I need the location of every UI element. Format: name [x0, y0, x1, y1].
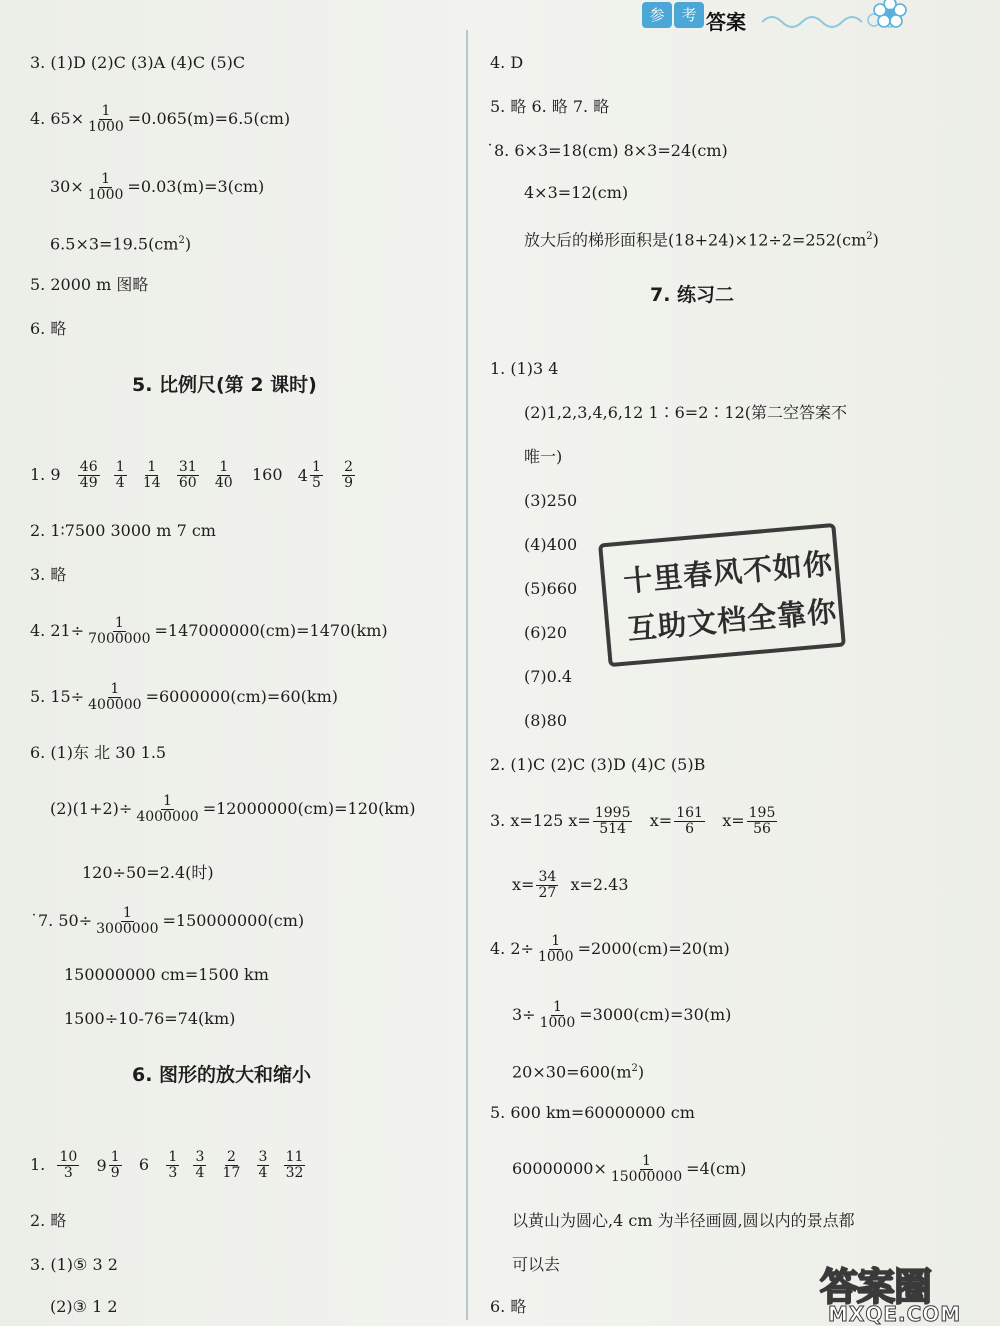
fraction: $\frac{1}{3000000}$ — [96, 905, 159, 937]
fraction: $\frac{1}{400000}$ — [88, 681, 142, 713]
fraction: $\frac{1}{14}$ — [142, 459, 161, 491]
answer-line: (2)③ 1 2 — [50, 1297, 118, 1316]
fraction: $\frac{1}{1000}$ — [539, 999, 576, 1031]
answer-line: 1. 9 $\frac{46}{49}$ $\frac{1}{4}$ $\frac{1}{14}$ $\frac{31}{60}$ $\frac{1}{40}$ 160 4 $\frac{1}{5}$ $\frac{2}{9}$ — [30, 459, 354, 491]
answer-line: 3. 略 — [30, 565, 67, 584]
answer-line: 1500÷10-76=74(km) — [64, 1009, 236, 1028]
fraction: $\frac{3}{4}$ — [195, 1149, 205, 1181]
answer-line: 4. 21÷ $\frac{1}{7000000}$ =147000000(cm)=1470(km) — [30, 615, 388, 647]
fraction: $\frac{34}{27}$ — [538, 869, 557, 901]
fraction: $\frac{2}{9}$ — [344, 459, 354, 491]
fraction: $\frac{31}{60}$ — [178, 459, 197, 491]
stamp-line: 十里春风不如你 — [621, 546, 835, 599]
fraction: $\frac{1}{3}$ — [168, 1149, 178, 1181]
answer-line: 30× $\frac{1}{1000}$ =0.03(m)=3(cm) — [50, 171, 265, 203]
fraction: $\frac{1}{5}$ — [311, 459, 321, 491]
answer-line: 3. (1)⑤ 3 2 — [30, 1255, 118, 1274]
answer-line: 6. (1)东 北 30 1.5 — [30, 743, 167, 762]
fraction: $\frac{1}{1000}$ — [537, 933, 574, 965]
right-column — [468, 0, 1000, 1326]
header-title: 答案 — [706, 10, 746, 34]
answer-line: (2)(1+2)÷ $\frac{1}{4000000}$ =12000000(cm)=120(km) — [50, 793, 416, 825]
watermark-url: MXQE.COM — [828, 1302, 962, 1326]
watermark-title: 答案圈 — [820, 1265, 932, 1309]
answer-line: 6. 略 — [30, 319, 67, 338]
answer-line: (8)80 — [524, 711, 568, 730]
answer-line: (7)0.4 — [524, 667, 573, 686]
answer-line: (6)20 — [524, 623, 568, 642]
fraction: $\frac{1}{40}$ — [214, 459, 233, 491]
answer-line: ˙7. 50÷ $\frac{1}{3000000}$ =150000000(cm) — [30, 905, 305, 937]
answer-line: 3. x=125 x= $\frac{1995}{514}$ x= $\frac{161}{6}$ x= $\frac{195}{56}$ — [490, 805, 776, 837]
answer-line: 3÷ $\frac{1}{1000}$ =3000(cm)=30(m) — [512, 999, 732, 1031]
header-tag-can: 参 — [642, 2, 672, 28]
answer-line: (4)400 — [524, 535, 578, 554]
answer-line: 1. $\frac{10}{3}$ 9 $\frac{1}{9}$ 6 $\frac{1}{3}$ $\frac{3}{4}$ $\frac{2}{17}$ $\frac{3}{4}$ $\frac{11}{32}$ — [30, 1149, 304, 1181]
answer-line: 5. 15÷ $\frac{1}{400000}$ =6000000(cm)=60(km) — [30, 681, 338, 713]
answer-line: 2. 略 — [30, 1211, 67, 1230]
answer-line: 3. (1)D (2)C (3)A (4)C (5)C — [30, 53, 246, 72]
answer-line: (5)660 — [524, 579, 578, 598]
answer-line: 4. 65× $\frac{1}{1000}$ =0.065(m)=6.5(cm) — [30, 103, 291, 135]
answer-line: $20\times 30=600(m^2)$ — [512, 1062, 645, 1082]
answer-line: 2. 1∶7500 3000 m 7 cm — [30, 521, 216, 540]
fraction: $\frac{161}{6}$ — [676, 805, 703, 837]
left-column — [0, 0, 466, 1326]
answer-line: 5. 2000 m 图略 — [30, 275, 149, 294]
stamp — [598, 523, 846, 667]
answer-line: 4×3=12(cm) — [524, 183, 629, 202]
answer-line: 2. (1)C (2)C (3)D (4)C (5)B — [490, 755, 706, 774]
section-heading: 6. 图形的放大和缩小 — [132, 1064, 312, 1086]
answer-line: 5. 600 km=60000000 cm — [490, 1103, 695, 1122]
answer-line: x= $\frac{34}{27}$ x=2.43 — [512, 869, 629, 901]
answer-line: 唯一) — [524, 447, 563, 466]
fraction: $\frac{195}{56}$ — [748, 805, 776, 837]
answer-line: ˙8. 6×3=18(cm) 8×3=24(cm) — [486, 141, 728, 160]
answer-line: 放大后的梯形面积是$(18+24)\times 12\div 2=252(cm^2)$ — [524, 230, 879, 250]
answer-line: 以黄山为圆心,4 cm 为半径画圆,圆以内的景点都 — [512, 1211, 855, 1230]
fraction: $\frac{1995}{514}$ — [594, 805, 631, 837]
fraction: $\frac{1}{9}$ — [110, 1149, 120, 1181]
fraction: $\frac{11}{32}$ — [285, 1149, 304, 1181]
fraction: $\frac{1}{4}$ — [115, 459, 125, 491]
answer-line: 150000000 cm=1500 km — [64, 965, 269, 984]
answer-line: 4. 2÷ $\frac{1}{1000}$ =2000(cm)=20(m) — [490, 933, 730, 965]
answer-line: 可以去 — [512, 1255, 561, 1274]
answer-line: 6. 略 — [490, 1297, 527, 1316]
fraction: $\frac{1}{7000000}$ — [88, 615, 151, 647]
fraction: $\frac{1}{4000000}$ — [136, 793, 199, 825]
answer-line: 1. (1)3 4 — [490, 359, 559, 378]
answer-line: (2)1,2,3,4,6,12 1∶6=2∶12(第二空答案不 — [524, 403, 847, 422]
fraction: $\frac{3}{4}$ — [258, 1149, 268, 1181]
answer-line: 120÷50=2.4(时) — [82, 863, 214, 882]
fraction: $\frac{1}{1000}$ — [87, 171, 124, 203]
fraction: $\frac{1}{15000000}$ — [610, 1153, 683, 1185]
watermark-logo — [812, 1256, 1000, 1326]
answer-line: $6.5\times 3=19.5(cm^2)$ — [50, 234, 192, 254]
fraction: $\frac{10}{3}$ — [59, 1149, 78, 1181]
answer-line: 4. D — [490, 53, 524, 72]
answer-line: 5. 略 6. 略 7. 略 — [490, 97, 610, 116]
fraction: $\frac{2}{17}$ — [222, 1149, 241, 1181]
answer-line: 60000000× $\frac{1}{15000000}$ =4(cm) — [512, 1153, 747, 1185]
fraction: $\frac{46}{49}$ — [79, 459, 98, 491]
stamp-line: 互助文档全靠你 — [626, 594, 839, 647]
header-tag-kao: 考 — [674, 2, 704, 28]
fraction: $\frac{1}{1000}$ — [88, 103, 124, 135]
answer-line: (3)250 — [524, 491, 578, 510]
section-heading: 5. 比例尺(第 2 课时) — [132, 374, 317, 396]
section-heading: 7. 练习二 — [650, 284, 735, 306]
